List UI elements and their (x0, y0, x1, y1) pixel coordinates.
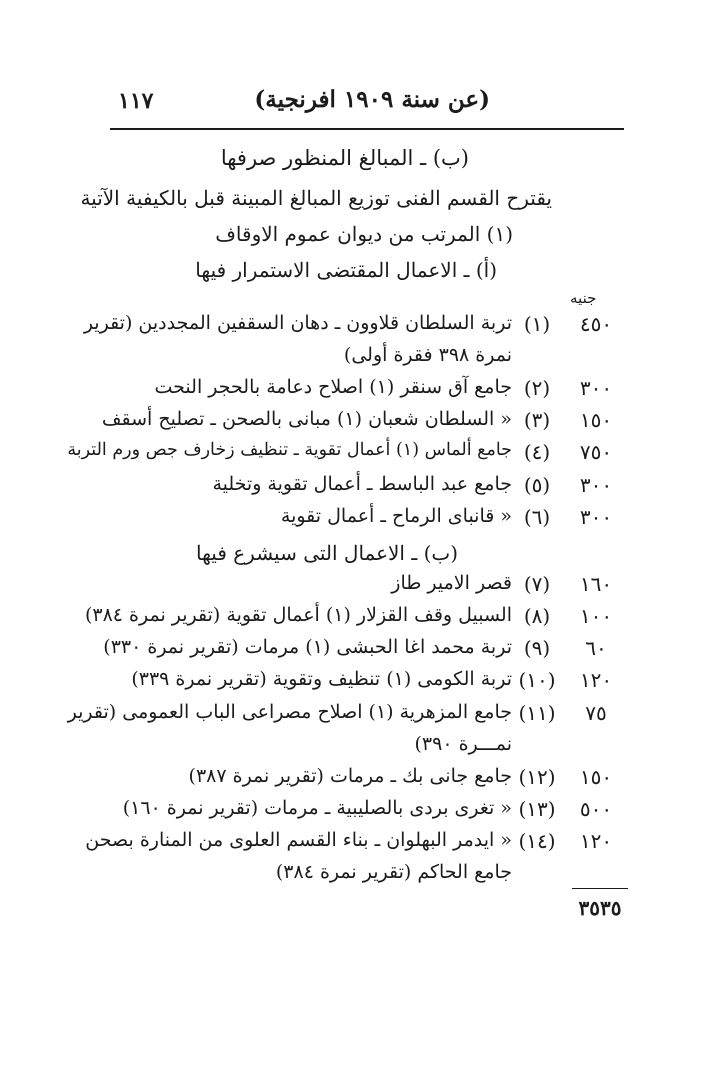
item-text: جامع المزهرية (١) اصلاح مصراعى الباب العمومى (تقرير (67, 701, 512, 723)
list-item (0, 440, 720, 474)
item-amount: ١٥٠ (579, 765, 613, 789)
intro-paragraph: يقترح القسم الفنى توزيع المبالغ المبينة قبل بالكيفية الآتية (80, 186, 552, 210)
list-item (0, 636, 720, 670)
item-amount: ١٥٠ (579, 408, 613, 432)
list-item (0, 829, 720, 863)
header-title: (عن سنة ١٩٠٩ افرنجية) (254, 86, 490, 113)
item-number: (٨) (523, 604, 551, 628)
item-number: (٤) (523, 440, 551, 464)
item-amount: ١٠٠ (579, 604, 613, 628)
item-number: (١١) (518, 701, 556, 725)
item-amount: ٦٠ (585, 636, 607, 660)
item-amount: ٧٥٠ (579, 440, 613, 464)
list-item (0, 572, 720, 606)
item-number: (٣) (523, 408, 551, 432)
item-number: (١٢) (518, 765, 556, 789)
section-heading-b: (ب) ـ المبالغ المنظور صرفها (220, 146, 469, 170)
item-text: تربة محمد اغا الحبشى (١) مرمات (تقرير نمرة ٣٣٠) (103, 636, 512, 658)
list-item (0, 376, 720, 410)
item-amount: ١٢٠ (579, 668, 613, 692)
list-item (0, 312, 720, 346)
item-text: قصر الامير طاز (391, 572, 512, 594)
list-item (0, 604, 720, 638)
item-number: (٥) (523, 473, 551, 497)
item-text: جامع ألماس (١) أعمال تقوية ـ تنظيف زخارف جص ورم التربة (67, 440, 512, 460)
item-text: جامع آق سنقر (١) اصلاح دعامة بالحجر النحت (154, 376, 512, 398)
item-number: (٧) (523, 572, 551, 596)
section-heading-new-works: (ب) ـ الاعمال التى سيشرع فيها (195, 541, 458, 565)
item-text: جامع جانى بك ـ مرمات (تقرير نمرة ٣٨٧) (188, 765, 512, 787)
item-continuation: جامع الحاكم (تقرير نمرة ٣٨٤) (275, 861, 512, 883)
subheading-waqf: (١) المرتب من ديوان عموم الاوقاف (215, 222, 513, 246)
list-item (0, 765, 720, 799)
item-amount: ٧٥ (585, 701, 607, 725)
item-text: تربة السلطان قلاوون ـ دهان السقفين المجددين (تقرير (83, 312, 512, 334)
item-continuation: نمـــرة ٣٩٠) (414, 733, 512, 755)
item-text: السبيل وقف القزلار (١) أعمال تقوية (تقرير نمرة ٣٨٤) (84, 604, 512, 626)
item-amount: ٣٠٠ (579, 376, 613, 400)
item-text: « تغرى بردى بالصليبية ـ مرمات (تقرير نمرة ١٦٠) (122, 797, 512, 819)
header-divider (110, 128, 624, 130)
list-item (0, 668, 720, 702)
subheading-continuing-works: (أ) ـ الاعمال المقتضى الاستمرار فيها (195, 258, 497, 282)
list-item (0, 408, 720, 442)
sum-divider (572, 888, 628, 889)
item-amount: ٣٠٠ (579, 473, 613, 497)
item-amount: ٤٥٠ (579, 312, 613, 336)
item-amount: ٣٠٠ (579, 505, 613, 529)
item-amount: ١٦٠ (579, 572, 613, 596)
item-text: تربة الكومى (١) تنظيف وتقوية (تقرير نمرة ٣٣٩) (131, 668, 512, 690)
item-number: (٢) (523, 376, 551, 400)
total-amount: ٣٥٣٥ (578, 896, 622, 920)
list-item (0, 797, 720, 831)
page-number: ١١٧ (118, 88, 154, 114)
item-text: « ايدمر البهلوان ـ بناء القسم العلوى من المنارة بصحن (85, 829, 512, 851)
item-amount: ٥٠٠ (579, 797, 613, 821)
item-continuation: نمرة ٣٩٨ فقرة أولى) (343, 344, 512, 366)
item-number: (١٠) (518, 668, 556, 692)
list-item (0, 473, 720, 507)
list-item (0, 701, 720, 735)
item-text: « قانباى الرماح ـ أعمال تقوية (280, 505, 512, 527)
item-number: (١٤) (518, 829, 556, 853)
item-number: (٩) (523, 636, 551, 660)
currency-label: جنيه (570, 289, 597, 307)
item-text: « السلطان شعبان (١) مبانى بالصحن ـ تصليح أسقف (101, 408, 512, 430)
item-number: (٦) (523, 505, 551, 529)
item-number: (١٣) (518, 797, 556, 821)
item-number: (١) (523, 312, 551, 336)
item-text: جامع عبد الباسط ـ أعمال تقوية وتخلية (212, 473, 512, 495)
list-item (0, 505, 720, 539)
item-amount: ١٢٠ (579, 829, 613, 853)
